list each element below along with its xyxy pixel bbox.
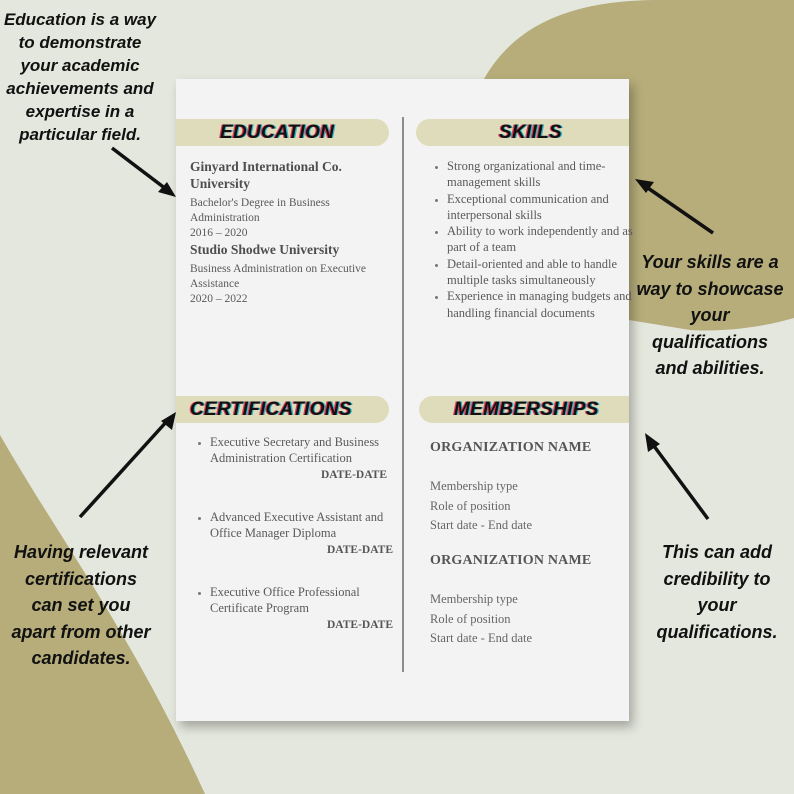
certification-item xyxy=(210,584,395,634)
resume-sheet xyxy=(176,79,633,721)
memberships-heading-pill xyxy=(419,396,629,423)
callout-education xyxy=(0,8,160,146)
callout-line: and abilities. xyxy=(655,358,765,378)
education-heading-pill xyxy=(176,119,389,146)
callout-line: credibility to xyxy=(663,568,771,589)
skill-item: • Detail-oriented and able to handle multiple tasks simultaneously xyxy=(447,256,643,289)
callout-line: Having relevant xyxy=(13,542,149,562)
arrow-certifications xyxy=(80,420,168,517)
degree: Business Administration on Executive Assistance xyxy=(190,263,366,290)
certifications-list xyxy=(196,434,395,634)
skills-heading: SKIILS xyxy=(499,122,563,143)
membership-entry xyxy=(430,439,625,536)
callout-line: candidates. xyxy=(31,648,131,668)
callout-line: your xyxy=(697,595,737,615)
callout-line: certifications xyxy=(24,568,138,589)
certifications-heading-pill xyxy=(176,396,389,423)
callout-line: qualifications. xyxy=(656,621,778,642)
membership-role: Role of position xyxy=(430,498,511,513)
certification-date: DATE-DATE xyxy=(326,619,393,631)
certification-item xyxy=(210,509,395,559)
education-section xyxy=(190,158,390,307)
skill-item: • Exceptional communication and interpersonal skills xyxy=(447,191,643,224)
certification-name: • Advanced Executive Assistant and Office Manager Diploma xyxy=(210,510,384,540)
certification-date: DATE-DATE xyxy=(320,469,387,481)
organization-name: ORGANIZATION NAME xyxy=(430,440,592,455)
callout-line: expertise in a xyxy=(25,102,135,121)
years: 2020 – 2022 xyxy=(190,293,248,305)
school-name: Ginyard International Co. University xyxy=(190,159,342,191)
arrow-education xyxy=(112,148,166,189)
certification-date: DATE-DATE xyxy=(326,544,393,556)
membership-role: Role of position xyxy=(430,611,511,626)
callout-memberships xyxy=(640,539,794,645)
callout-line: particular field. xyxy=(19,125,141,144)
skills-heading-pill xyxy=(416,119,629,146)
skill-item: • Strong organizational and time-management skills xyxy=(447,158,643,191)
membership-entry xyxy=(430,552,625,649)
education-heading: EDUCATION xyxy=(220,122,335,143)
certification-item xyxy=(210,434,395,484)
years: 2016 – 2020 xyxy=(190,227,248,239)
membership-type: Membership type xyxy=(430,592,518,606)
callout-line: qualifications xyxy=(651,331,768,352)
callout-line: Education is a way xyxy=(3,10,157,29)
membership-type: Membership type xyxy=(430,479,518,493)
callout-line: your academic xyxy=(20,56,140,75)
callout-certifications xyxy=(0,539,162,672)
arrow-memberships xyxy=(651,442,708,519)
membership-dates: Start date - End date xyxy=(430,631,533,645)
callout-line: apart from other xyxy=(11,621,151,642)
callout-line: Your skills are a xyxy=(641,252,779,272)
skill-item: • Ability to work independently and as part of a team xyxy=(447,223,643,256)
degree: Bachelor's Degree in Business Administration xyxy=(190,197,330,224)
callout-line: achievements and xyxy=(6,79,154,98)
organization-name: ORGANIZATION NAME xyxy=(430,553,592,568)
certification-name: • Executive Secretary and Business Administration Certification xyxy=(210,435,380,465)
callout-skills xyxy=(626,249,794,382)
degree-info xyxy=(190,262,390,307)
memberships-heading: MEMBERSHIPS xyxy=(454,399,599,420)
skill-item: • Experience in managing budgets and handling financial documents xyxy=(447,288,643,321)
certification-name: • Executive Office Professional Certificate Program xyxy=(210,585,360,615)
degree-info xyxy=(190,196,390,241)
membership-dates: Start date - End date xyxy=(430,518,533,532)
callout-line: way to showcase xyxy=(636,278,784,299)
callout-line: This can add xyxy=(661,542,773,562)
skills-list xyxy=(433,158,643,321)
callout-line: your xyxy=(690,305,730,325)
callout-line: to demonstrate xyxy=(18,33,142,52)
callout-line: can set you xyxy=(31,595,131,615)
column-divider xyxy=(402,117,404,672)
certifications-heading: CERTIFICATIONS xyxy=(190,399,352,420)
school-name: Studio Shodwe University xyxy=(190,242,340,257)
